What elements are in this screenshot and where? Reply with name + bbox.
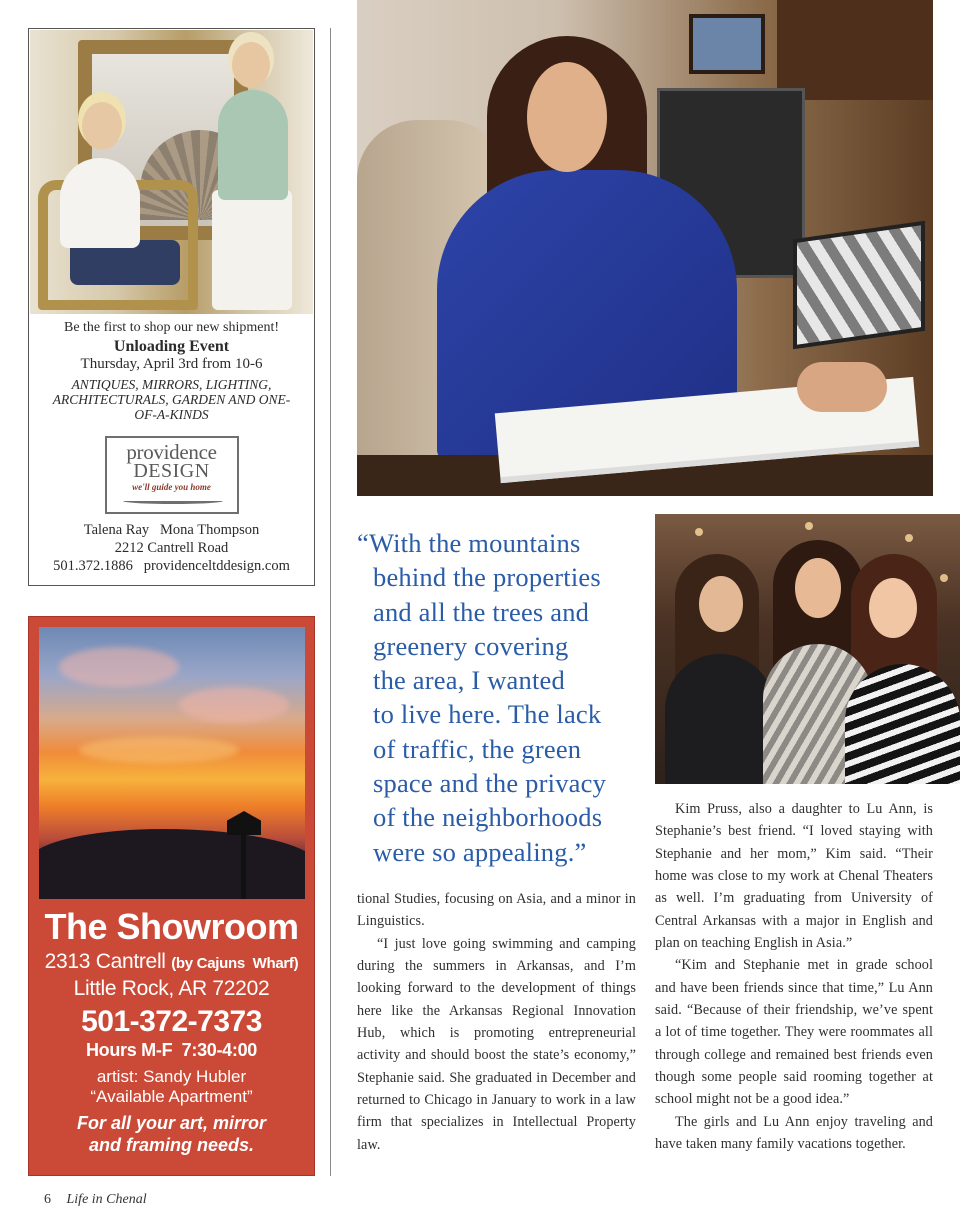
showroom-city: Little Rock, AR 72202 [73,977,270,1000]
person-shape [699,576,743,632]
pull-quote-line: “With the mountains [357,528,581,558]
ad-address: 2212 Cantrell Road [114,540,229,556]
showroom-phone: 501-372-7373 [81,1005,262,1038]
pull-quote [357,526,637,869]
pull-quote-line: were so appealing.” [373,836,587,867]
ad-event-date: Thursday, April 3rd from 10-6 [80,356,263,372]
pull-quote-line: of traffic, the green [373,733,582,764]
pull-quote-line: and all the trees and [373,596,590,627]
showroom-street: 2313 Cantrell [44,950,172,973]
ad-owner-names: Talena Ray Mona Thompson [83,522,260,538]
hand-shape [797,362,887,412]
ad-categories: ANTIQUES, MIRRORS, LIGHTING, ARCHITECTURALS, GARDEN AND ONE-OF-A-KINDS [52,377,291,422]
light-shape [695,528,703,536]
birdhouse-pole-shape [241,827,246,899]
logo-swoosh-icon [123,498,223,504]
article-paragraph: tional Studies, focusing on Asia, and a minor in Linguistics. [357,891,636,930]
column-divider [330,28,331,1176]
showroom-slogan-line-2: and framing needs. [88,1135,255,1155]
laptop-shape [793,221,925,350]
person-shape [665,654,775,784]
ad-photo-two-women-antiques [30,30,313,314]
light-shape [940,574,948,582]
light-shape [905,534,913,542]
showroom-artist: artist: Sandy Hubler [96,1067,247,1086]
main-photo-woman-at-desk [357,0,933,496]
article-paragraph: “I just love going swimming and camping during the summers in Arkansas, and I’m looking forward to the development of things here like the Arkansas Regional Innovation Hub, which is promoting entrepreneurial activity and should boost the state’s economy,” Stephanie said. She graduated in December and returned to Chicago in January to work in a law firm that specializes in Intellectual Property law. [357,935,636,1153]
logo-tagline: we'll guide you home [132,482,211,492]
person-shape [82,102,122,150]
ad-tagline: Be the first to shop our new shipment! [63,320,280,335]
face-shape [527,62,607,172]
showroom-slogan [29,1112,314,1156]
logo-wordmark: providence [126,440,217,464]
providence-design-ad [28,28,315,586]
cloud-shape [79,737,239,763]
birdhouse-shape [227,811,261,835]
page-number: 6 [44,1192,51,1207]
light-shape [805,522,813,530]
article-paragraph: Kim Pruss, also a daughter to Lu Ann, is Stephanie’s best friend. “I loved staying with Stephanie and her mom,” Kim said. “Their home was close to my work at Chenal Theaters as well. I’m graduating from University of Central Arkansas with a major in English and plan on teaching English in Asia.” [655,801,933,952]
shelf-shape [777,0,933,100]
logo-design-text: DESIGN [133,460,210,482]
showroom-hours: Hours M-F 7:30-4:00 [85,1040,258,1060]
photo-frame-shape [689,14,765,74]
pull-quote-line: of the neighborhoods [373,802,603,833]
pull-quote-line: greenery covering [373,630,569,661]
photo-three-women [655,514,960,784]
pull-quote-line: to live here. The lack [373,699,602,730]
person-shape [218,90,288,200]
ad-copy [29,317,314,575]
cloud-shape [179,687,289,723]
magazine-name: Life in Chenal [66,1192,147,1207]
showroom-address [29,949,314,976]
showroom-copy [29,907,314,1156]
sunset-painting-image [39,627,305,899]
showroom-address-note: (by Cajuns Wharf) [171,955,299,972]
person-shape [60,158,140,248]
ad-phone-website: 501.372.1886 providenceltddesign.com [53,558,290,574]
person-shape [212,190,292,310]
providence-design-logo [105,436,239,514]
showroom-artwork-title: “Available Apartment” [90,1087,253,1106]
showroom-ad [28,616,315,1176]
article-paragraph: “Kim and Stephanie met in grade school and have been friends since that time,” Lu Ann said. “Because of their friendship, we’ve spent a lot of time together. They were roommates all through college and remained best friends even though some people said rooming together at school might not be a good idea.” [655,957,933,1108]
person-shape [845,664,960,784]
person-shape [232,42,270,88]
pull-quote-line: the area, I wanted [373,665,565,696]
pull-quote-line: behind the properties [373,562,601,593]
showroom-slogan-line-1: For all your art, mirror [76,1113,267,1133]
person-shape [795,558,841,618]
showroom-title: The Showroom [44,906,299,947]
article-column-middle [357,888,636,1156]
pull-quote-line: space and the privacy [373,768,607,799]
page-folio [44,1192,147,1208]
person-shape [869,578,917,638]
hill-shape [39,829,305,899]
article-paragraph: The girls and Lu Ann enjoy traveling and have taken many family vacations together. [655,1113,933,1153]
ad-event-title: Unloading Event [113,338,230,355]
article-column-right [655,798,933,1156]
cloud-shape [59,647,179,687]
